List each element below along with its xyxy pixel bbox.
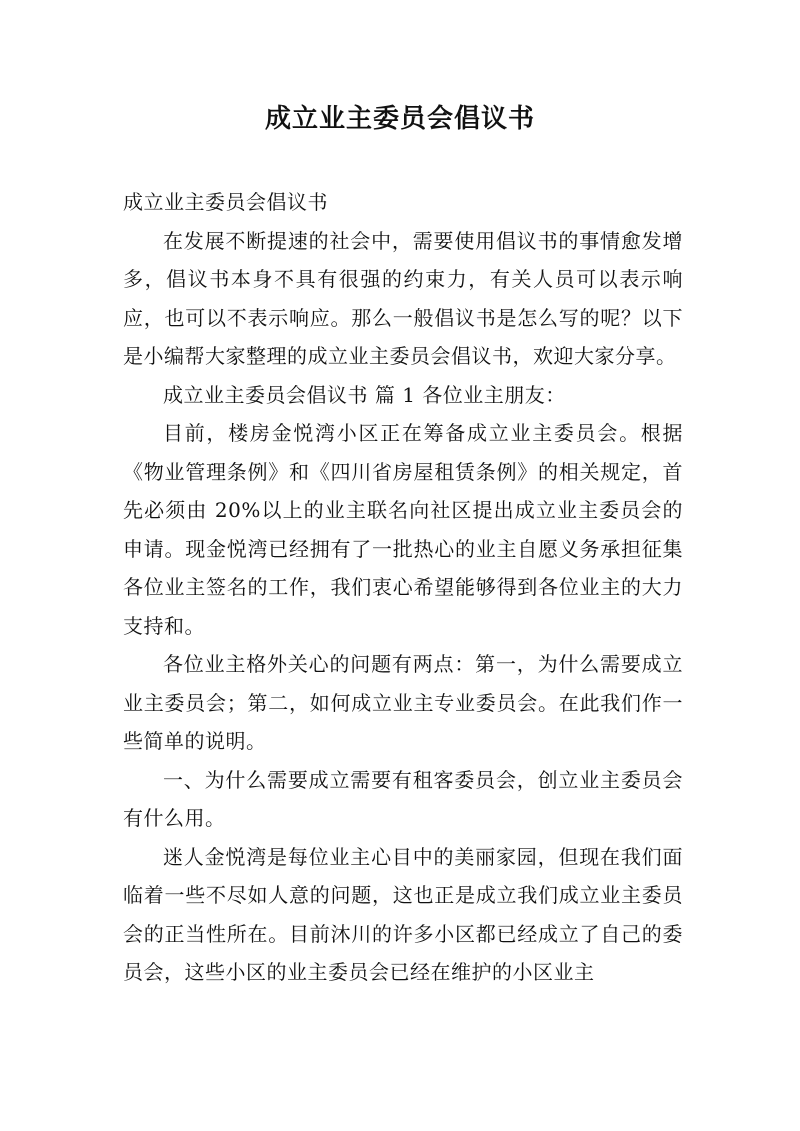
paragraph-section-heading: 一、为什么需要成立需要有租客委员会，创立业主委员会有什么用。	[123, 767, 683, 830]
paragraph-intro: 在发展不断提速的社会中，需要使用倡议书的事情愈发增多，倡议书本身不具有很强的约束力，有关人员可以表示响应，也可以不表示响应。那么一般倡议书是怎么写的呢？以下是小编帮大家整理的成立业主委员会倡议书，欢迎大家分享。	[123, 228, 683, 368]
paragraph-greeting: 成立业主委员会倡议书 篇 1 各位业主朋友：	[163, 382, 566, 407]
paragraph-reasons: 迷人金悦湾是每位业主心目中的美丽家园，但现在我们面临着一些不尽如人意的问题，这也正是成立我们成立业主委员会的正当性所在。目前沐川的许多小区都已经成立了自己的委员会，这些小区的业主委员会已经在维护的小区业主	[123, 844, 683, 984]
body-subtitle: 成立业主委员会倡议书	[123, 190, 328, 214]
document-title: 成立业主委员会倡议书	[264, 104, 535, 134]
paragraph-concerns: 各位业主格外关心的问题有两点：第一，为什么需要成立业主委员会；第二，如何成立业主专业委员会。在此我们作一些简单的说明。	[123, 652, 683, 753]
document-body	[123, 183, 683, 992]
paragraph-preparation: 目前，楼房金悦湾小区正在筹备成立业主委员会。根据《物业管理条例》和《四川省房屋租赁条例》的相关规定，首先必须由 20%以上的业主联名向社区提出成立业主委员会的申请。现金悦湾已经拥有了一批热心的业主自愿义务承担征集各位业主签名的工作，我们衷心希望能够得到各位业主的大力支持和。	[123, 421, 683, 638]
